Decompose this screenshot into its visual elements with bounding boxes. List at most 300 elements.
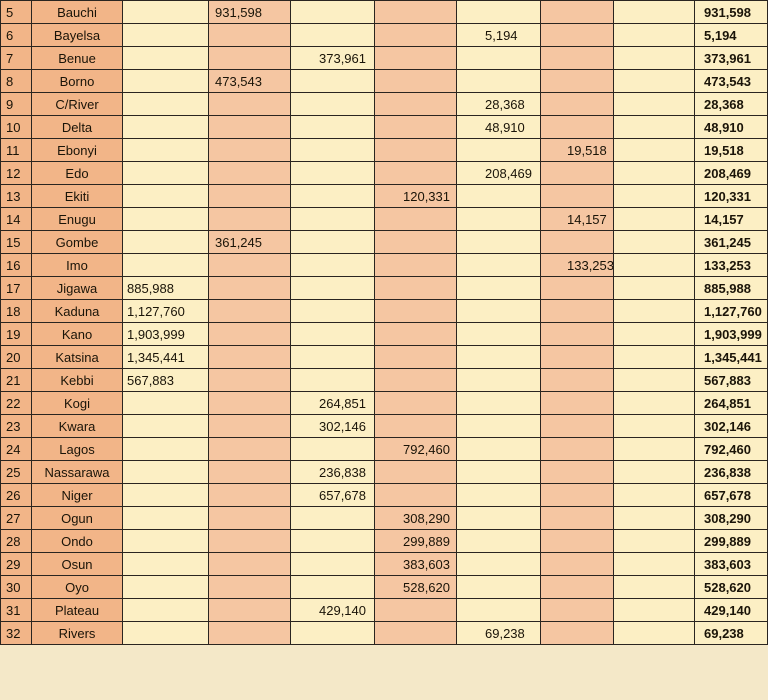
state-name-cell[interactable]: Kebbi: [32, 369, 123, 392]
value-cell[interactable]: [209, 185, 291, 208]
row-number-cell[interactable]: 21: [1, 369, 32, 392]
value-cell[interactable]: [375, 415, 457, 438]
row-number-cell[interactable]: 7: [1, 47, 32, 70]
value-cell[interactable]: 1,903,999: [123, 323, 209, 346]
table-row: [1, 461, 768, 484]
row-total-cell[interactable]: 208,469: [695, 162, 768, 185]
value-cell[interactable]: 302,146: [291, 415, 375, 438]
value-cell[interactable]: [209, 139, 291, 162]
value-cell[interactable]: [541, 24, 614, 47]
row-total-cell[interactable]: 473,543: [695, 70, 768, 93]
value-cell[interactable]: [375, 622, 457, 645]
value-cell[interactable]: [614, 346, 695, 369]
value-cell[interactable]: [123, 461, 209, 484]
value-cell[interactable]: [209, 208, 291, 231]
value-cell[interactable]: [123, 208, 209, 231]
value-cell[interactable]: 657,678: [291, 484, 375, 507]
value-cell[interactable]: 792,460: [375, 438, 457, 461]
value-cell[interactable]: [291, 185, 375, 208]
state-name-cell[interactable]: Imo: [32, 254, 123, 277]
value-cell[interactable]: 1,127,760: [123, 300, 209, 323]
table-row: [1, 93, 768, 116]
value-cell[interactable]: [541, 622, 614, 645]
row-number-cell[interactable]: 16: [1, 254, 32, 277]
value-cell[interactable]: [209, 24, 291, 47]
value-cell[interactable]: [614, 139, 695, 162]
value-cell[interactable]: [123, 484, 209, 507]
value-cell[interactable]: [209, 622, 291, 645]
value-cell[interactable]: [123, 185, 209, 208]
row-total-cell[interactable]: 302,146: [695, 415, 768, 438]
row-number-cell[interactable]: 8: [1, 70, 32, 93]
state-name-cell[interactable]: Plateau: [32, 599, 123, 622]
value-cell[interactable]: [291, 530, 375, 553]
table-body: [1, 1, 768, 645]
table-row: [1, 346, 768, 369]
value-cell[interactable]: [457, 507, 541, 530]
value-cell[interactable]: [123, 162, 209, 185]
value-cell[interactable]: [457, 70, 541, 93]
value-cell[interactable]: [541, 438, 614, 461]
value-cell[interactable]: [614, 622, 695, 645]
value-cell[interactable]: [457, 323, 541, 346]
row-number-cell[interactable]: 24: [1, 438, 32, 461]
value-cell[interactable]: [291, 1, 375, 24]
row-total-cell[interactable]: 373,961: [695, 47, 768, 70]
value-cell[interactable]: [614, 185, 695, 208]
value-cell[interactable]: [541, 70, 614, 93]
row-number-cell[interactable]: 15: [1, 231, 32, 254]
row-total-cell[interactable]: 792,460: [695, 438, 768, 461]
value-cell[interactable]: [375, 346, 457, 369]
row-total-cell[interactable]: 931,598: [695, 1, 768, 24]
value-cell[interactable]: [209, 599, 291, 622]
table-row: [1, 599, 768, 622]
value-cell[interactable]: [209, 507, 291, 530]
value-cell[interactable]: 14,157: [541, 208, 614, 231]
value-cell[interactable]: [457, 461, 541, 484]
row-number-cell[interactable]: 18: [1, 300, 32, 323]
value-cell[interactable]: 567,883: [123, 369, 209, 392]
value-cell[interactable]: 48,910: [457, 116, 541, 139]
value-cell[interactable]: [614, 461, 695, 484]
value-cell[interactable]: [614, 47, 695, 70]
value-cell[interactable]: [123, 438, 209, 461]
value-cell[interactable]: [291, 438, 375, 461]
value-cell[interactable]: [123, 231, 209, 254]
value-cell[interactable]: [541, 1, 614, 24]
value-cell[interactable]: 264,851: [291, 392, 375, 415]
value-cell[interactable]: [457, 254, 541, 277]
row-total-cell[interactable]: 264,851: [695, 392, 768, 415]
value-cell[interactable]: [291, 162, 375, 185]
row-total-cell[interactable]: 1,903,999: [695, 323, 768, 346]
row-total-cell[interactable]: 236,838: [695, 461, 768, 484]
table-row: [1, 24, 768, 47]
value-cell[interactable]: [209, 323, 291, 346]
value-cell[interactable]: [123, 507, 209, 530]
value-cell[interactable]: [614, 576, 695, 599]
value-cell[interactable]: 383,603: [375, 553, 457, 576]
value-cell[interactable]: [375, 208, 457, 231]
value-cell[interactable]: [375, 116, 457, 139]
row-number-cell[interactable]: 23: [1, 415, 32, 438]
value-cell[interactable]: [209, 461, 291, 484]
value-cell[interactable]: [614, 254, 695, 277]
state-name-cell[interactable]: Osun: [32, 553, 123, 576]
value-cell[interactable]: [541, 530, 614, 553]
table-row: [1, 323, 768, 346]
value-cell[interactable]: [291, 553, 375, 576]
value-cell[interactable]: [375, 254, 457, 277]
value-cell[interactable]: [209, 346, 291, 369]
value-cell[interactable]: [375, 24, 457, 47]
value-cell[interactable]: [457, 576, 541, 599]
row-number-cell[interactable]: 32: [1, 622, 32, 645]
value-cell[interactable]: [291, 24, 375, 47]
value-cell[interactable]: [209, 116, 291, 139]
row-total-cell[interactable]: 48,910: [695, 116, 768, 139]
row-number-cell[interactable]: 30: [1, 576, 32, 599]
table-row: [1, 576, 768, 599]
value-cell[interactable]: [457, 369, 541, 392]
row-total-cell[interactable]: 69,238: [695, 622, 768, 645]
value-cell[interactable]: [614, 415, 695, 438]
state-name-cell[interactable]: Kogi: [32, 392, 123, 415]
value-cell[interactable]: [209, 93, 291, 116]
value-cell[interactable]: [541, 116, 614, 139]
value-cell[interactable]: [209, 254, 291, 277]
value-cell[interactable]: [541, 599, 614, 622]
value-cell[interactable]: [291, 116, 375, 139]
value-cell[interactable]: [209, 484, 291, 507]
value-cell[interactable]: [375, 599, 457, 622]
row-number-cell[interactable]: 22: [1, 392, 32, 415]
value-cell[interactable]: [209, 415, 291, 438]
row-number-cell[interactable]: 26: [1, 484, 32, 507]
value-cell[interactable]: [457, 484, 541, 507]
value-cell[interactable]: [123, 576, 209, 599]
row-total-cell[interactable]: 19,518: [695, 139, 768, 162]
value-cell[interactable]: [375, 1, 457, 24]
value-cell[interactable]: [541, 346, 614, 369]
value-cell[interactable]: [614, 70, 695, 93]
value-cell[interactable]: [614, 162, 695, 185]
value-cell[interactable]: [541, 231, 614, 254]
value-cell[interactable]: 28,368: [457, 93, 541, 116]
value-cell[interactable]: [614, 553, 695, 576]
state-name-cell[interactable]: Bayelsa: [32, 24, 123, 47]
state-name-cell[interactable]: Ekiti: [32, 185, 123, 208]
value-cell[interactable]: [614, 599, 695, 622]
value-cell[interactable]: [541, 392, 614, 415]
value-cell[interactable]: [614, 323, 695, 346]
value-cell[interactable]: [614, 277, 695, 300]
state-name-cell[interactable]: Benue: [32, 47, 123, 70]
row-total-cell[interactable]: 28,368: [695, 93, 768, 116]
value-cell[interactable]: [375, 392, 457, 415]
value-cell[interactable]: [291, 576, 375, 599]
value-cell[interactable]: [375, 93, 457, 116]
value-cell[interactable]: 299,889: [375, 530, 457, 553]
row-number-cell[interactable]: 29: [1, 553, 32, 576]
state-name-cell[interactable]: Katsina: [32, 346, 123, 369]
value-cell[interactable]: [123, 254, 209, 277]
value-cell[interactable]: 429,140: [291, 599, 375, 622]
row-number-cell[interactable]: 10: [1, 116, 32, 139]
value-cell[interactable]: [457, 392, 541, 415]
value-cell[interactable]: [457, 438, 541, 461]
value-cell[interactable]: [541, 162, 614, 185]
value-cell[interactable]: [614, 93, 695, 116]
value-cell[interactable]: 361,245: [209, 231, 291, 254]
value-cell[interactable]: [291, 93, 375, 116]
value-cell[interactable]: 528,620: [375, 576, 457, 599]
value-cell[interactable]: [291, 323, 375, 346]
table-row: [1, 231, 768, 254]
table-row: [1, 47, 768, 70]
value-cell[interactable]: 208,469: [457, 162, 541, 185]
value-cell[interactable]: 133,253: [541, 254, 614, 277]
state-name-cell[interactable]: C/River: [32, 93, 123, 116]
value-cell[interactable]: [209, 392, 291, 415]
value-cell[interactable]: [614, 530, 695, 553]
value-cell[interactable]: [614, 507, 695, 530]
value-cell[interactable]: [375, 70, 457, 93]
row-number-cell[interactable]: 14: [1, 208, 32, 231]
table-row: [1, 116, 768, 139]
table-row: [1, 392, 768, 415]
value-cell[interactable]: [457, 185, 541, 208]
row-total-cell[interactable]: 1,345,441: [695, 346, 768, 369]
value-cell[interactable]: [614, 300, 695, 323]
value-cell[interactable]: [457, 530, 541, 553]
state-name-cell[interactable]: Bauchi: [32, 1, 123, 24]
row-number-cell[interactable]: 28: [1, 530, 32, 553]
row-total-cell[interactable]: 120,331: [695, 185, 768, 208]
value-cell[interactable]: [541, 415, 614, 438]
row-number-cell[interactable]: 31: [1, 599, 32, 622]
row-number-cell[interactable]: 13: [1, 185, 32, 208]
value-cell[interactable]: 1,345,441: [123, 346, 209, 369]
value-cell[interactable]: [209, 438, 291, 461]
value-cell[interactable]: [123, 93, 209, 116]
state-name-cell[interactable]: Oyo: [32, 576, 123, 599]
value-cell[interactable]: [614, 24, 695, 47]
value-cell[interactable]: [123, 1, 209, 24]
value-cell[interactable]: [123, 553, 209, 576]
value-cell[interactable]: [457, 599, 541, 622]
state-name-cell[interactable]: Rivers: [32, 622, 123, 645]
row-number-cell[interactable]: 20: [1, 346, 32, 369]
row-total-cell[interactable]: 299,889: [695, 530, 768, 553]
value-cell[interactable]: [541, 277, 614, 300]
value-cell[interactable]: [291, 139, 375, 162]
value-cell[interactable]: [123, 530, 209, 553]
value-cell[interactable]: [457, 346, 541, 369]
row-total-cell[interactable]: 657,678: [695, 484, 768, 507]
row-total-cell[interactable]: 14,157: [695, 208, 768, 231]
value-cell[interactable]: [541, 484, 614, 507]
row-total-cell[interactable]: 5,194: [695, 24, 768, 47]
table-row: [1, 70, 768, 93]
value-cell[interactable]: [291, 507, 375, 530]
value-cell[interactable]: 473,543: [209, 70, 291, 93]
value-cell[interactable]: [375, 139, 457, 162]
value-cell[interactable]: 931,598: [209, 1, 291, 24]
row-number-cell[interactable]: 9: [1, 93, 32, 116]
row-total-cell[interactable]: 528,620: [695, 576, 768, 599]
row-number-cell[interactable]: 27: [1, 507, 32, 530]
value-cell[interactable]: [375, 484, 457, 507]
value-cell[interactable]: [209, 162, 291, 185]
value-cell[interactable]: [541, 93, 614, 116]
value-cell[interactable]: [375, 461, 457, 484]
row-number-cell[interactable]: 17: [1, 277, 32, 300]
value-cell[interactable]: [614, 438, 695, 461]
value-cell[interactable]: [291, 277, 375, 300]
row-number-cell[interactable]: 19: [1, 323, 32, 346]
row-number-cell[interactable]: 25: [1, 461, 32, 484]
value-cell[interactable]: [375, 369, 457, 392]
value-cell[interactable]: [209, 369, 291, 392]
value-cell[interactable]: [614, 1, 695, 24]
value-cell[interactable]: [123, 116, 209, 139]
row-total-cell[interactable]: 567,883: [695, 369, 768, 392]
table-row: [1, 622, 768, 645]
value-cell[interactable]: [123, 622, 209, 645]
value-cell[interactable]: [209, 300, 291, 323]
value-cell[interactable]: [123, 392, 209, 415]
value-cell[interactable]: [291, 254, 375, 277]
value-cell[interactable]: [457, 553, 541, 576]
value-cell[interactable]: [457, 139, 541, 162]
row-total-cell[interactable]: 383,603: [695, 553, 768, 576]
value-cell[interactable]: [123, 139, 209, 162]
state-name-cell[interactable]: Nassarawa: [32, 461, 123, 484]
value-cell[interactable]: 236,838: [291, 461, 375, 484]
row-number-cell[interactable]: 12: [1, 162, 32, 185]
value-cell[interactable]: [123, 599, 209, 622]
value-cell[interactable]: [457, 47, 541, 70]
value-cell[interactable]: [541, 461, 614, 484]
value-cell[interactable]: 5,194: [457, 24, 541, 47]
value-cell[interactable]: [614, 208, 695, 231]
state-name-cell[interactable]: Borno: [32, 70, 123, 93]
value-cell[interactable]: [457, 415, 541, 438]
value-cell[interactable]: [541, 47, 614, 70]
value-cell[interactable]: [375, 277, 457, 300]
value-cell[interactable]: [457, 1, 541, 24]
value-cell[interactable]: [209, 553, 291, 576]
value-cell[interactable]: [541, 576, 614, 599]
state-name-cell[interactable]: Kwara: [32, 415, 123, 438]
value-cell[interactable]: [541, 300, 614, 323]
value-cell[interactable]: [291, 208, 375, 231]
value-cell[interactable]: [457, 300, 541, 323]
state-name-cell[interactable]: Kano: [32, 323, 123, 346]
value-cell[interactable]: [375, 47, 457, 70]
state-name-cell[interactable]: Ondo: [32, 530, 123, 553]
table-row: [1, 1, 768, 24]
value-cell[interactable]: [541, 507, 614, 530]
value-cell[interactable]: [541, 323, 614, 346]
row-total-cell[interactable]: 133,253: [695, 254, 768, 277]
state-name-cell[interactable]: Gombe: [32, 231, 123, 254]
value-cell[interactable]: [614, 231, 695, 254]
state-name-cell[interactable]: Enugu: [32, 208, 123, 231]
value-cell[interactable]: [291, 231, 375, 254]
value-cell[interactable]: [375, 231, 457, 254]
row-number-cell[interactable]: 5: [1, 1, 32, 24]
value-cell[interactable]: [614, 392, 695, 415]
value-cell[interactable]: [209, 277, 291, 300]
value-cell[interactable]: [123, 47, 209, 70]
value-cell[interactable]: 69,238: [457, 622, 541, 645]
value-cell[interactable]: [457, 277, 541, 300]
row-number-cell[interactable]: 6: [1, 24, 32, 47]
value-cell[interactable]: [209, 47, 291, 70]
value-cell[interactable]: [614, 369, 695, 392]
row-number-cell[interactable]: 11: [1, 139, 32, 162]
value-cell[interactable]: [541, 185, 614, 208]
state-name-cell[interactable]: Jigawa: [32, 277, 123, 300]
value-cell[interactable]: [457, 208, 541, 231]
table-row: [1, 139, 768, 162]
value-cell[interactable]: [291, 70, 375, 93]
value-cell[interactable]: 373,961: [291, 47, 375, 70]
value-cell[interactable]: [457, 231, 541, 254]
value-cell[interactable]: [209, 530, 291, 553]
row-total-cell[interactable]: 1,127,760: [695, 300, 768, 323]
state-name-cell[interactable]: Edo: [32, 162, 123, 185]
value-cell[interactable]: 885,988: [123, 277, 209, 300]
table-row: [1, 300, 768, 323]
value-cell[interactable]: [291, 622, 375, 645]
value-cell[interactable]: [614, 484, 695, 507]
state-name-cell[interactable]: Lagos: [32, 438, 123, 461]
state-name-cell[interactable]: Niger: [32, 484, 123, 507]
value-cell[interactable]: 19,518: [541, 139, 614, 162]
value-cell[interactable]: [123, 24, 209, 47]
state-name-cell[interactable]: Delta: [32, 116, 123, 139]
table-row: [1, 369, 768, 392]
value-cell[interactable]: [541, 369, 614, 392]
value-cell[interactable]: [123, 415, 209, 438]
value-cell[interactable]: [541, 553, 614, 576]
table-row: [1, 277, 768, 300]
state-name-cell[interactable]: Kaduna: [32, 300, 123, 323]
row-total-cell[interactable]: 308,290: [695, 507, 768, 530]
row-total-cell[interactable]: 429,140: [695, 599, 768, 622]
state-name-cell[interactable]: Ebonyi: [32, 139, 123, 162]
value-cell[interactable]: [375, 300, 457, 323]
row-total-cell[interactable]: 885,988: [695, 277, 768, 300]
value-cell[interactable]: [291, 346, 375, 369]
table-row: [1, 254, 768, 277]
value-cell[interactable]: [375, 162, 457, 185]
value-cell[interactable]: [209, 576, 291, 599]
value-cell[interactable]: [614, 116, 695, 139]
value-cell[interactable]: [123, 70, 209, 93]
state-name-cell[interactable]: Ogun: [32, 507, 123, 530]
value-cell[interactable]: [375, 323, 457, 346]
row-total-cell[interactable]: 361,245: [695, 231, 768, 254]
value-cell[interactable]: 308,290: [375, 507, 457, 530]
value-cell[interactable]: 120,331: [375, 185, 457, 208]
value-cell[interactable]: [291, 369, 375, 392]
value-cell[interactable]: [291, 300, 375, 323]
